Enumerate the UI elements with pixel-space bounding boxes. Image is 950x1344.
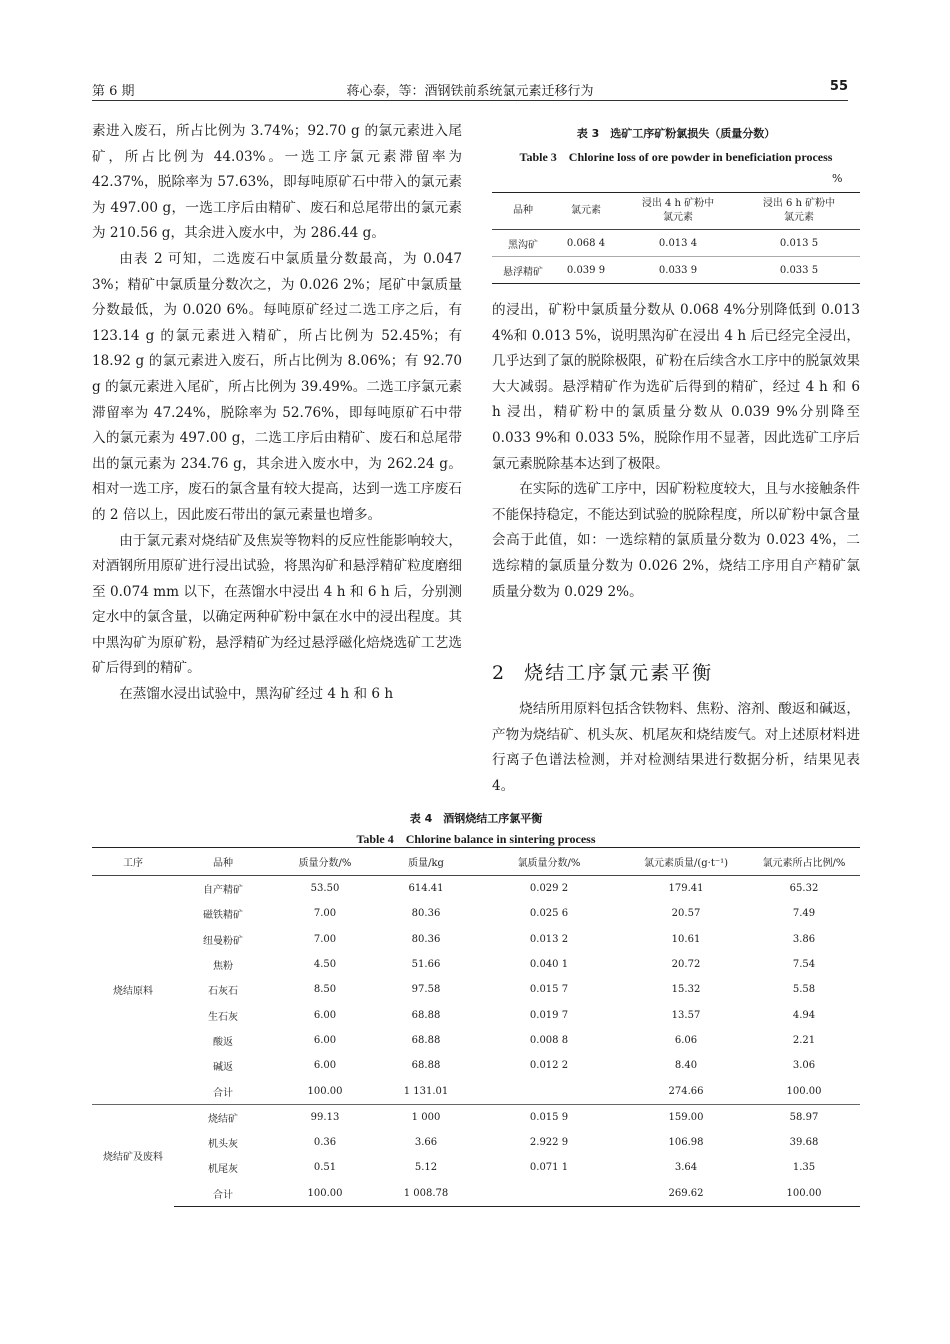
running-header <box>92 78 848 101</box>
table-row <box>92 1104 860 1130</box>
table-cell: 100.00 <box>272 1181 378 1207</box>
table-cell: 68.88 <box>411 1060 441 1072</box>
table-cell <box>474 1078 624 1104</box>
table-row <box>92 977 860 1002</box>
table-cell: 3.06 <box>792 1060 816 1072</box>
table-cell: 1 131.01 <box>403 1085 449 1097</box>
table-cell: 269.62 <box>624 1181 748 1207</box>
table-cell <box>474 1181 624 1207</box>
table-cell: 614.41 <box>408 883 444 895</box>
table4-header: 氯元素质量/(g·t⁻¹) <box>624 848 748 876</box>
table-row <box>92 1130 860 1155</box>
issue-number: 第 6 期 <box>92 84 135 99</box>
table-cell: 5.12 <box>414 1162 438 1174</box>
table-cell: 自产精矿 <box>203 885 243 897</box>
table-cell: 20.57 <box>671 908 701 920</box>
table-cell: 0.019 7 <box>529 1009 569 1021</box>
table-cell: 10.61 <box>671 933 701 945</box>
table-cell: 4.50 <box>313 959 337 971</box>
table-cell: 6.06 <box>674 1034 698 1046</box>
table-cell: 68.88 <box>411 1009 441 1021</box>
table-cell: 0.071 1 <box>529 1162 569 1174</box>
paragraph: 的浸出，矿粉中氯质量分数从 0.068 4%分别降低到 0.013 4%和 0.013 5%，说明黑沟矿在浸出 4 h 后已经完全浸出，几乎达到了氯的脱除极限，矿粉在后续含水工序中的脱氯效果大大减弱。悬浮精矿作为选矿后得到的精矿，经过 4 h 和 6 h 浸出，精矿粉中的氯质量分数从 0.039 9%分别降至 0.033 9%和 0.033 5%，脱除作用不显著，因此选矿工序后氯元素脱除基本达到了极限。 <box>492 302 860 472</box>
table-cell: 99.13 <box>272 1104 378 1130</box>
table3-header: 品种 <box>492 193 554 230</box>
left-column <box>92 119 462 708</box>
table-row <box>92 1028 860 1053</box>
table-cell: 烧结矿 <box>174 1104 272 1130</box>
table4-header: 品种 <box>174 848 272 876</box>
table-cell: 0.029 2 <box>529 883 569 895</box>
section2-body <box>492 697 860 799</box>
table-cell: 1.35 <box>792 1162 816 1174</box>
table-cell: 159.00 <box>624 1104 748 1130</box>
table-row <box>92 876 860 902</box>
table-cell: 0.36 <box>313 1137 337 1149</box>
table-row <box>92 952 860 977</box>
table-cell: 100.00 <box>748 1181 860 1207</box>
table-cell: 15.32 <box>671 984 701 996</box>
table-row <box>492 230 860 257</box>
table-row <box>92 927 860 952</box>
table-cell: 酸返 <box>213 1036 233 1048</box>
table4-caption-en: Table 4 Chlorine balance in sintering process <box>356 832 596 846</box>
table-cell: 8.40 <box>674 1060 698 1072</box>
table-cell: 0.51 <box>313 1162 337 1174</box>
table-cell: 纽曼粉矿 <box>203 935 243 947</box>
table-cell: 2.21 <box>792 1034 816 1046</box>
right-column <box>492 298 860 605</box>
table-cell: 7.00 <box>313 933 337 945</box>
table-cell: 悬浮精矿 <box>492 257 554 284</box>
page-number: 55 <box>829 79 848 94</box>
table-cell: 3.86 <box>792 933 816 945</box>
table-cell: 6.00 <box>313 1034 337 1046</box>
table-cell: 石灰石 <box>208 986 238 998</box>
table-cell: 80.36 <box>411 933 441 945</box>
table4-header: 氯质量分数/% <box>474 848 624 876</box>
table-cell: 合计 <box>174 1181 272 1207</box>
table-cell: 1 000 <box>378 1104 474 1130</box>
table-cell: 8.50 <box>313 984 337 996</box>
table3-caption-en: Table 3 Chlorine loss of ore powder in beneficiation process <box>519 150 833 164</box>
table-cell: 97.58 <box>411 984 441 996</box>
table-cell: 58.97 <box>748 1104 860 1130</box>
table-cell: 65.32 <box>789 883 819 895</box>
table-row <box>92 1181 860 1207</box>
table-cell: 80.36 <box>411 908 441 920</box>
table-cell: 磁铁精矿 <box>203 910 243 922</box>
table-cell: 0.039 9 <box>554 257 618 284</box>
table-cell: 7.00 <box>313 908 337 920</box>
table-cell: 106.98 <box>668 1137 704 1149</box>
table-cell: 274.66 <box>668 1085 704 1097</box>
table-cell: 黑沟矿 <box>492 230 554 257</box>
table3-unit: % <box>832 172 843 185</box>
table4-header: 氯元素所占比例/% <box>748 848 860 876</box>
table-cell: 7.49 <box>792 908 816 920</box>
paragraph: 在实际的选矿工序中，因矿粉粒度较大，且与水接触条件不能保持稳定，不能达到试验的脱除程度，所以矿粉中氯含量会高于此值，如：一选综精的氯质量分数为 0.023 4%，二选综精的氯质量分数为 0.026 2%，烧结工序用自产精矿氯质量分数为 0.029 2%。 <box>492 481 860 600</box>
table-cell: 0.013 4 <box>618 230 738 257</box>
table-cell: 焦粉 <box>213 961 233 973</box>
table-row <box>92 1155 860 1180</box>
table4-header: 质量/kg <box>378 848 474 876</box>
table-cell: 100.00 <box>786 1085 822 1097</box>
table-cell: 6.00 <box>313 1060 337 1072</box>
table-row <box>492 257 860 284</box>
section-number: 2 <box>492 662 507 684</box>
table-cell: 0.013 5 <box>738 230 860 257</box>
table-cell: 1 008.78 <box>378 1181 474 1207</box>
paragraph: 素进入废石，所占比例为 3.74%；92.70 g 的氯元素进入尾矿，所占比例为 44.03%。一选工序氯元素滞留率为 42.37%，脱除率为 57.63%，即每吨原矿石中带入的氯元素为 497.00 g，一选工序后由精矿、废石和总尾带出的氯元素为 210.56 g，其余进入废水中，为 286.44 g。 <box>92 123 462 242</box>
table3 <box>492 192 860 284</box>
table-cell: 0.012 2 <box>529 1060 569 1072</box>
table4-caption-cn: 表 4 酒钢烧结工序氯平衡 <box>409 812 543 825</box>
table-cell: 53.50 <box>310 883 340 895</box>
table4-header: 质量分数/% <box>272 848 378 876</box>
table-cell: 0.015 9 <box>474 1104 624 1130</box>
group-label: 烧结矿及废料 <box>92 1104 174 1206</box>
table-cell: 0.040 1 <box>529 959 569 971</box>
table4 <box>92 847 860 1207</box>
table-cell: 51.66 <box>411 959 441 971</box>
table-cell: 4.94 <box>792 1009 816 1021</box>
paragraph: 由表 2 可知，二选废石中氯质量分数最高，为 0.047 3%；精矿中氯质量分数次之，为 0.026 2%；尾矿中氯质量分数最低，为 0.020 6%。每吨原矿经过二选工序之后，有 123.14 g 的氯元素进入精矿，所占比例为 52.45%；有 18.92 g 的氯元素进入废石，所占比例为 8.06%；有 92.70 g 的氯元素进入尾矿，所占比例为 39.49%。二选工序氯元素滞留率为 47.24%，脱除率为 52.76%，即每吨原矿石中带入的氯元素为 497.00 g，二选工序后由精矿、废石和总尾带出的氯元素为 234.76 g，其余进入废水中，为 262.24 g。相对一选工序，废石的氯含量有较大提高，达到一选工序废石的 2 倍以上，因此废石带出的氯元素量也增多。 <box>92 250 462 523</box>
table-row <box>92 901 860 926</box>
table-cell: 0.008 8 <box>529 1034 569 1046</box>
table3-header: 氯元素 <box>554 193 618 230</box>
running-title: 蒋心泰，等：酒钢铁前系统氯元素迁移行为 <box>346 84 594 99</box>
table-row <box>92 1002 860 1027</box>
table-cell: 5.58 <box>792 984 816 996</box>
table-cell: 0.033 9 <box>618 257 738 284</box>
table-cell: 20.72 <box>671 959 701 971</box>
table-cell: 0.068 4 <box>554 230 618 257</box>
table-cell: 3.64 <box>674 1162 698 1174</box>
table4-header: 工序 <box>92 848 174 876</box>
table-row <box>92 1053 860 1078</box>
section-heading <box>492 658 731 685</box>
table-cell: 0.013 2 <box>529 933 569 945</box>
table-cell: 13.57 <box>671 1009 701 1021</box>
table3-header: 浸出 6 h 矿粉中氯元素 <box>738 193 860 230</box>
table-cell: 39.68 <box>789 1137 819 1149</box>
table-cell: 0.025 6 <box>529 908 569 920</box>
table3-caption-cn: 表 3 选矿工序矿粉氯损失（质量分数） <box>576 127 776 140</box>
table-cell: 7.54 <box>792 959 816 971</box>
section-title: 烧结工序氯元素平衡 <box>524 662 714 684</box>
table-row <box>92 1078 860 1104</box>
table-cell: 100.00 <box>307 1085 343 1097</box>
table-cell: 0.015 7 <box>529 984 569 996</box>
group-label: 烧结原料 <box>92 876 174 1105</box>
table-cell: 合计 <box>213 1087 233 1099</box>
table-cell: 机尾灰 <box>208 1164 238 1176</box>
paragraph: 由于氯元素对烧结矿及焦炭等物料的反应性能影响较大，对酒钢所用原矿进行浸出试验，将黑沟矿和悬浮精矿粒度磨细至 0.074 mm 以下，在蒸馏水中浸出 4 h 和 6 h 后，分别测定水中的氯含量，以确定两种矿粉中氯在水中的浸出程度。其中黑沟矿为原矿粉，悬浮精矿为经过悬浮磁化焙烧选矿工艺选矿后得到的精矿。 <box>92 532 462 677</box>
table-cell: 6.00 <box>313 1009 337 1021</box>
table-cell: 2.922 9 <box>529 1137 569 1149</box>
paragraph: 烧结所用原料包括含铁物料、焦粉、溶剂、酸返和碱返，产物为烧结矿、机头灰、机尾灰和烧结废气。对上述原材料进行离子色谱法检测，并对检测结果进行数据分析，结果见表 4。 <box>492 701 860 794</box>
paragraph: 在蒸馏水浸出试验中，黑沟矿经过 4 h 和 6 h <box>119 686 394 703</box>
table-cell: 碱返 <box>213 1062 233 1074</box>
table-cell: 179.41 <box>668 883 704 895</box>
table-cell: 机头灰 <box>208 1139 238 1151</box>
table-cell: 68.88 <box>411 1034 441 1046</box>
table-cell: 3.66 <box>414 1137 438 1149</box>
table3-header: 浸出 4 h 矿粉中氯元素 <box>618 193 738 230</box>
table-cell: 生石灰 <box>208 1011 238 1023</box>
table-cell: 0.033 5 <box>738 257 860 284</box>
